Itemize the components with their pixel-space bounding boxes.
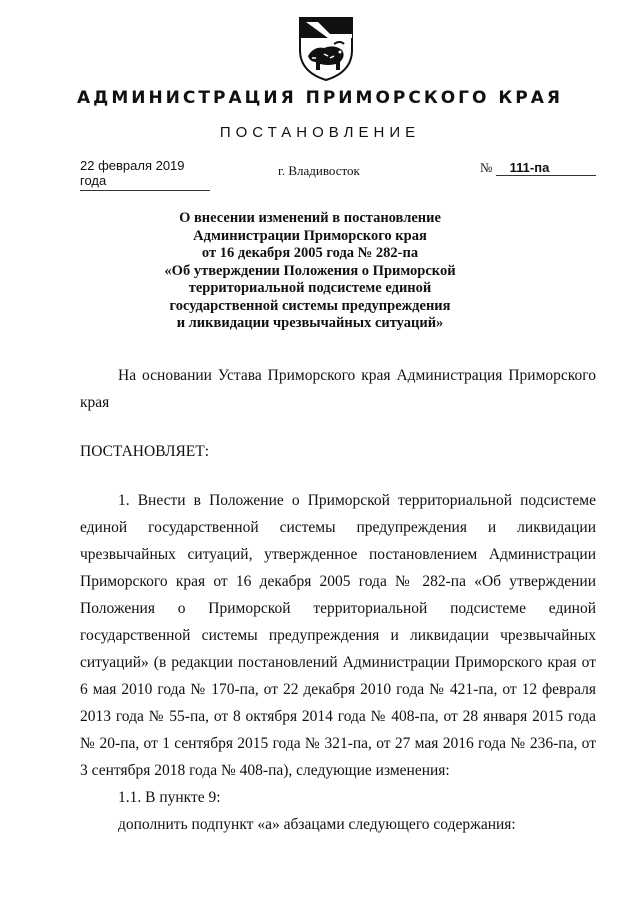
item-1-paragraph: 1. Внести в Положение о Приморской территориальной подсистеме единой государственной системы предупреждения и ликвидации чрезвычайных ситуаций, утвержденное постановлением Администрации Приморского края от 16 декабря 2005 года № 282-па «Об утверждении Положения о Приморской территориальной подсистеме единой государственной системы предупреждения и ликвидации чрезвычайных ситуаций» (в редакции постановлений Администрации Приморского края от 6 мая 2010 года № 170-па, от 22 декабря 2010 года № 421-па, от 12 февраля 2013 года № 55-па, от 8 октября 2014 года № 408-па, от 28 января 2015 года № 20-па, от 1 сентября 2015 года № 321-па, от 27 мая 2016 года № 236-па, от 3 сентября 2018 года № 408-па), следующие изменения: (80, 492, 596, 779)
document-subject (100, 210, 520, 333)
subject-line: и ликвидации чрезвычайных ситуаций» (176, 315, 444, 331)
subject-line: от 16 декабря 2005 года № 282-па (201, 245, 419, 261)
preamble-paragraph: На основании Устава Приморского края Администрация Приморского края (80, 367, 596, 411)
subject-line: «Об утверждении Положения о Приморской (164, 262, 456, 279)
document-number (480, 160, 596, 176)
subject-line: О внесении изменений в постановление (179, 210, 441, 226)
subject-line: Администрации Приморского края (193, 227, 427, 244)
number-label: № (480, 160, 493, 175)
document-city: г. Владивосток (278, 163, 360, 178)
item-1-1-text: дополнить подпункт «а» абзацами следующего содержания: (118, 816, 516, 833)
number-value: 111-па (496, 160, 596, 176)
resolves-heading: ПОСТАНОВЛЯЕТ: (80, 443, 210, 460)
coat-of-arms-icon (294, 14, 358, 82)
subject-line: территориальной подсистеме единой (188, 280, 432, 296)
subject-line: государственной системы предупреждения (169, 297, 451, 314)
item-1-1-paragraph: 1.1. В пункте 9: (118, 789, 221, 806)
document-type: ПОСТАНОВЛЕНИЕ (219, 124, 421, 141)
organization-title: АДМИНИСТРАЦИЯ ПРИМОРСКОГО КРАЯ (77, 88, 563, 108)
document-date: 22 февраля 2019 года (80, 158, 210, 191)
